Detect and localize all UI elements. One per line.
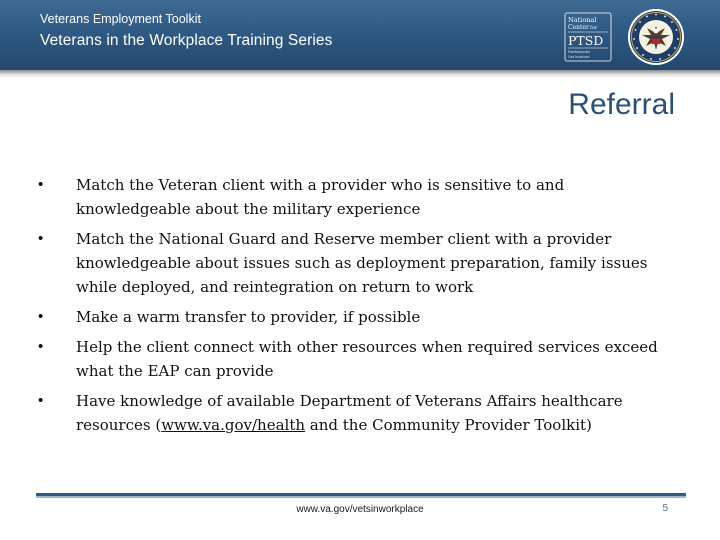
bullet-text: Make a warm transfer to provider, if possible: [76, 308, 421, 326]
bullet-text: Match the Veteran client with a provider who is sensitive to and knowledgeable about the military experience: [76, 176, 565, 218]
bullet-marker: •: [38, 392, 44, 409]
ptsd-logo-line1: National: [568, 16, 597, 24]
slide-title: Referral: [568, 88, 675, 121]
ptsd-logo-line5: Get Involved: [568, 55, 590, 59]
list-item: [38, 305, 678, 329]
list-item: [38, 227, 678, 299]
footer-divider-accent: [36, 496, 686, 498]
ptsd-logo-line2: Center: [568, 24, 589, 31]
bullet-marker: •: [38, 338, 44, 355]
bullet-marker: •: [38, 230, 44, 247]
bullet-text-before: Have knowledge of available Department of Veterans Affairs healthcare resources (: [76, 392, 623, 434]
footer-url: www.va.gov/vetsinworkplace: [296, 504, 424, 515]
bullet-list: [38, 173, 678, 443]
list-item: [38, 173, 678, 221]
va-seal-icon: [627, 8, 685, 66]
toolkit-title: Veterans Employment Toolkit: [40, 12, 201, 26]
ptsd-logo-main: PTSD: [568, 33, 604, 48]
bullet-marker: •: [38, 176, 44, 193]
header-bar: [0, 0, 720, 70]
list-item: [38, 335, 678, 383]
bullet-text: Help the client connect with other resources when required services exceed what the EAP can provide: [76, 338, 658, 380]
header-shadow: [0, 70, 720, 78]
bullet-text: Match the National Guard and Reserve member client with a provider knowledgeable about issues such as deployment preparation, family issues while deployed, and reintegration on return to work: [76, 230, 648, 296]
bullet-text-after: and the Community Provider Toolkit): [305, 416, 592, 434]
list-item: [38, 389, 678, 437]
series-title: Veterans in the Workplace Training Series: [40, 32, 333, 49]
page-number: 5: [662, 503, 668, 514]
ptsd-logo-line3: for: [590, 25, 598, 31]
va-health-link[interactable]: www.va.gov/health: [161, 416, 306, 434]
ptsd-logo-icon: [562, 12, 614, 62]
ptsd-logo-line4: Professionals: [568, 50, 591, 54]
bullet-marker: •: [38, 308, 44, 325]
